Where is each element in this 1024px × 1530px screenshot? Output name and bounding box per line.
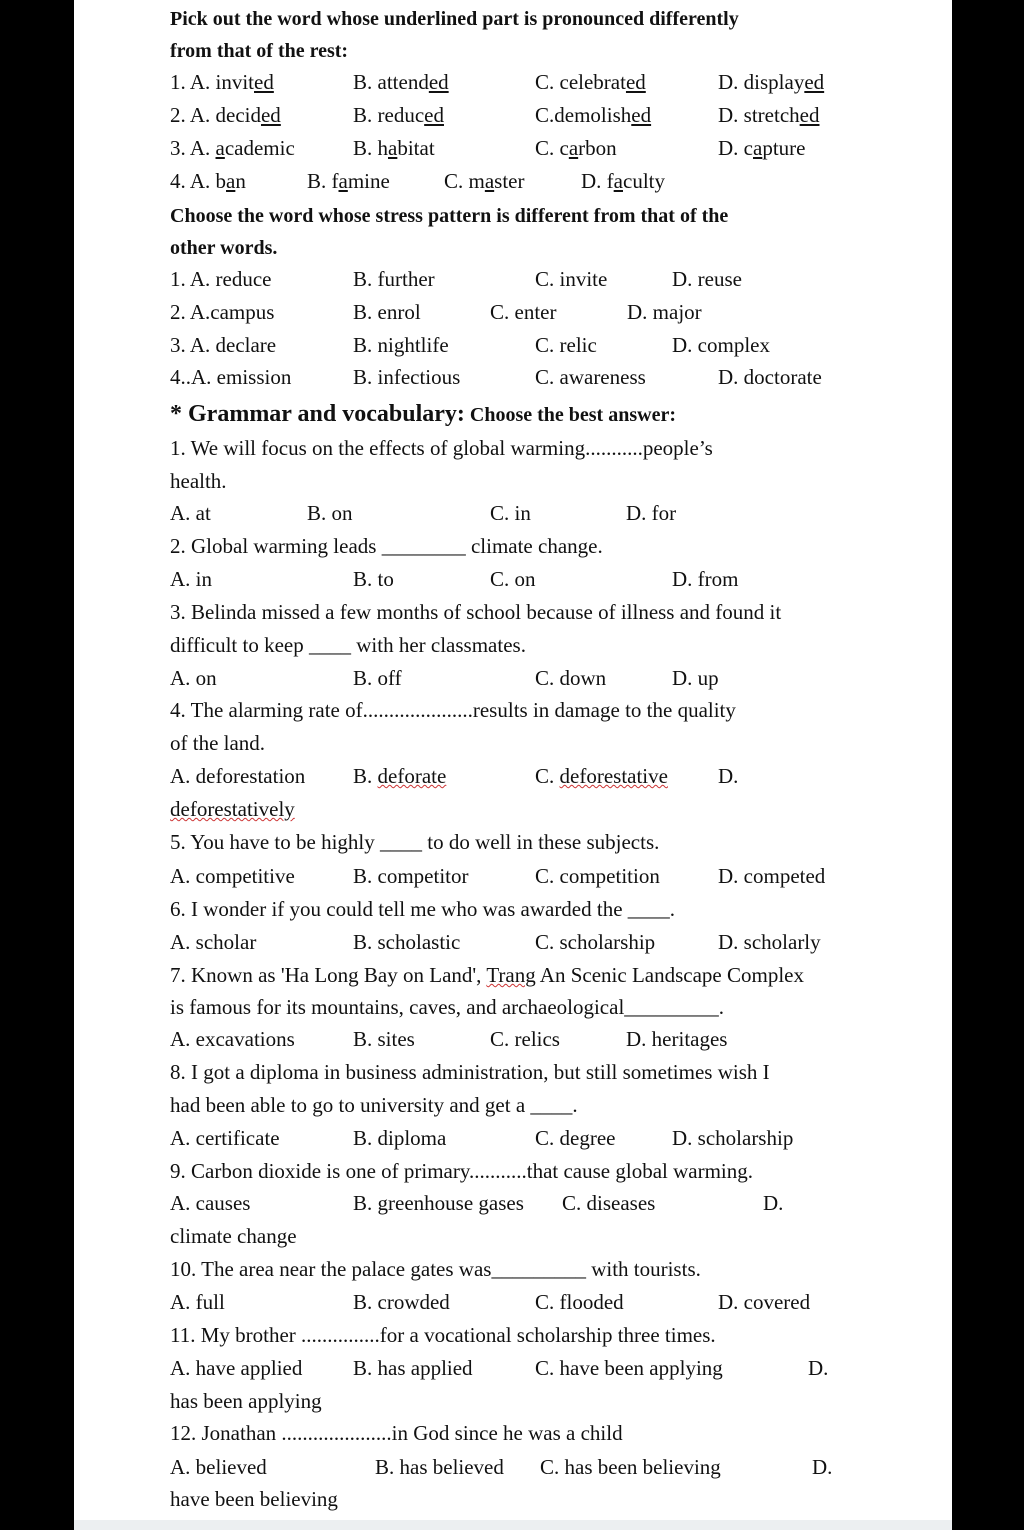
s2-q3-option-c: C. relic: [535, 333, 597, 357]
s1-q1-option-a: 1. A. invited: [170, 70, 274, 94]
s2-q2-option-a: 2. A.campus: [170, 300, 275, 324]
s1-q2-option-d: D. stretched: [718, 103, 820, 127]
s1-q1-option-b: B. attended: [353, 70, 449, 94]
q12-stem: 12. Jonathan .....................in God since he was a child: [170, 1421, 623, 1445]
q11-option-c: C. have been applying: [535, 1356, 723, 1380]
s2-q1-option-c: C. invite: [535, 267, 608, 291]
q2-option-a: A. in: [170, 567, 212, 591]
s2-q2-option-d: D. major: [627, 300, 702, 324]
q1-stem-line1: 1. We will focus on the effects of global warming...........people’s: [170, 436, 713, 460]
s1-q1-option-c: C. celebrated: [535, 70, 646, 94]
q8-option-a: A. certificate: [170, 1126, 280, 1150]
q5-option-d: D. competed: [718, 864, 826, 888]
q5-stem: 5. You have to be highly ____ to do well in these subjects.: [170, 830, 660, 854]
q8-stem-line2: had been able to go to university and get a ____.: [170, 1093, 578, 1117]
s1-q3-option-a: 3. A. academic: [170, 136, 295, 160]
q2-option-b: B. to: [353, 567, 394, 591]
section1-title-line2: from that of the rest:: [170, 40, 349, 62]
q3-stem-line1: 3. Belinda missed a few months of school because of illness and found it: [170, 600, 782, 624]
s1-q3-option-d: D. capture: [718, 136, 806, 160]
q11-option-d-text: has been applying: [170, 1389, 322, 1413]
s1-q4-option-a: 4. A. ban: [170, 169, 246, 193]
s1-q2-option-a: 2. A. decided: [170, 103, 281, 127]
q10-option-d: D. covered: [718, 1290, 811, 1314]
s2-q3-option-b: B. nightlife: [353, 333, 449, 357]
s2-q4-option-b: B. infectious: [353, 365, 461, 389]
s1-q3-option-b: B. habitat: [353, 136, 435, 160]
grammar-heading: * Grammar and vocabulary: Choose the best answer:: [170, 401, 676, 427]
q6-option-a: A. scholar: [170, 930, 257, 954]
section1-title-line1: Pick out the word whose underlined part is pronounced differently: [170, 8, 739, 30]
s2-q1-option-d: D. reuse: [672, 267, 742, 291]
q11-option-b: B. has applied: [353, 1356, 473, 1380]
q11-stem: 11. My brother ...............for a vocational scholarship three times.: [170, 1323, 716, 1347]
q3-option-c: C. down: [535, 666, 607, 690]
s2-q2-option-b: B. enrol: [353, 300, 421, 324]
q12-option-d-text: have been believing: [170, 1487, 338, 1511]
q9-option-d-text: climate change: [170, 1224, 297, 1248]
q4-option-a: A. deforestation: [170, 764, 306, 788]
q6-stem: 6. I wonder if you could tell me who was awarded the ____.: [170, 897, 676, 921]
s1-q3-option-c: C. carbon: [535, 136, 617, 160]
q5-option-b: B. competitor: [353, 864, 469, 888]
q7-option-d: D. heritages: [626, 1027, 728, 1051]
q12-option-d: D.: [812, 1455, 833, 1479]
q5-option-c: C. competition: [535, 864, 660, 888]
q3-option-a: A. on: [170, 666, 217, 690]
s2-q2-option-c: C. enter: [490, 300, 557, 324]
q9-option-c: C. diseases: [562, 1191, 656, 1215]
section2-title-line1: Choose the word whose stress pattern is different from that of the: [170, 205, 729, 227]
s1-q4-option-b: B. famine: [307, 169, 390, 193]
q11-option-a: A. have applied: [170, 1356, 303, 1380]
s2-q3-option-d: D. complex: [672, 333, 770, 357]
q7-stem-line2: is famous for its mountains, caves, and archaeological_________.: [170, 995, 725, 1019]
q2-stem: 2. Global warming leads ________ climate change.: [170, 534, 603, 558]
s1-q2-option-b: B. reduced: [353, 103, 444, 127]
q4-option-c: C. deforestative: [535, 764, 668, 788]
q1-option-c: C. in: [490, 501, 531, 525]
q3-stem-line2: difficult to keep ____ with her classmates.: [170, 633, 526, 657]
q7-option-a: A. excavations: [170, 1027, 295, 1051]
q7-option-b: B. sites: [353, 1027, 415, 1051]
q8-option-d: D. scholarship: [672, 1126, 794, 1150]
s2-q1-option-b: B. further: [353, 267, 435, 291]
q8-stem-line1: 8. I got a diploma in business administration, but still sometimes wish I: [170, 1060, 770, 1084]
s2-q4-option-a: 4..A. emission: [170, 365, 292, 389]
s1-q2-option-c: C.demolished: [535, 103, 652, 127]
q11-option-d: D.: [808, 1356, 829, 1380]
q6-option-c: C. scholarship: [535, 930, 656, 954]
q9-option-a: A. causes: [170, 1191, 251, 1215]
page-bottom-edge: [74, 1520, 952, 1530]
q4-option-d-text: deforestatively: [170, 797, 295, 821]
q2-option-d: D. from: [672, 567, 739, 591]
q3-option-d: D. up: [672, 666, 719, 690]
q5-option-a: A. competitive: [170, 864, 295, 888]
q7-stem-line1: 7. Known as 'Ha Long Bay on Land', Trang An Scenic Landscape Complex: [170, 963, 804, 987]
q9-stem: 9. Carbon dioxide is one of primary...........that cause global warming.: [170, 1159, 754, 1183]
s2-q4-option-c: C. awareness: [535, 365, 646, 389]
q1-option-a: A. at: [170, 501, 211, 525]
q12-option-b: B. has believed: [375, 1455, 504, 1479]
q10-option-c: C. flooded: [535, 1290, 624, 1314]
q4-stem-line1: 4. The alarming rate of.....................results in damage to the quality: [170, 698, 736, 722]
q10-option-b: B. crowded: [353, 1290, 450, 1314]
q8-option-c: C. degree: [535, 1126, 616, 1150]
q9-option-d: D.: [763, 1191, 784, 1215]
q3-option-b: B. off: [353, 666, 402, 690]
q9-option-b: B. greenhouse gases: [353, 1191, 524, 1215]
q4-option-b: B. deforate: [353, 764, 447, 788]
q7-option-c: C. relics: [490, 1027, 560, 1051]
q2-option-c: C. on: [490, 567, 536, 591]
q1-stem-line2: health.: [170, 469, 227, 493]
s2-q1-option-a: 1. A. reduce: [170, 267, 272, 291]
q12-option-a: A. believed: [170, 1455, 267, 1479]
q6-option-d: D. scholarly: [718, 930, 821, 954]
q8-option-b: B. diploma: [353, 1126, 447, 1150]
s2-q4-option-d: D. doctorate: [718, 365, 822, 389]
s1-q4-option-d: D. faculty: [581, 169, 665, 193]
s1-q1-option-d: D. displayed: [718, 70, 825, 94]
q10-stem: 10. The area near the palace gates was_________ with tourists.: [170, 1257, 701, 1281]
s1-q4-option-c: C. master: [444, 169, 525, 193]
section2-title-line2: other words.: [170, 237, 278, 259]
q4-stem-line2: of the land.: [170, 731, 266, 755]
s2-q3-option-a: 3. A. declare: [170, 333, 277, 357]
q4-option-d: D.: [718, 764, 739, 788]
q6-option-b: B. scholastic: [353, 930, 461, 954]
q1-option-d: D. for: [626, 501, 677, 525]
q12-option-c: C. has been believing: [540, 1455, 721, 1479]
q10-option-a: A. full: [170, 1290, 225, 1314]
q1-option-b: B. on: [307, 501, 353, 525]
